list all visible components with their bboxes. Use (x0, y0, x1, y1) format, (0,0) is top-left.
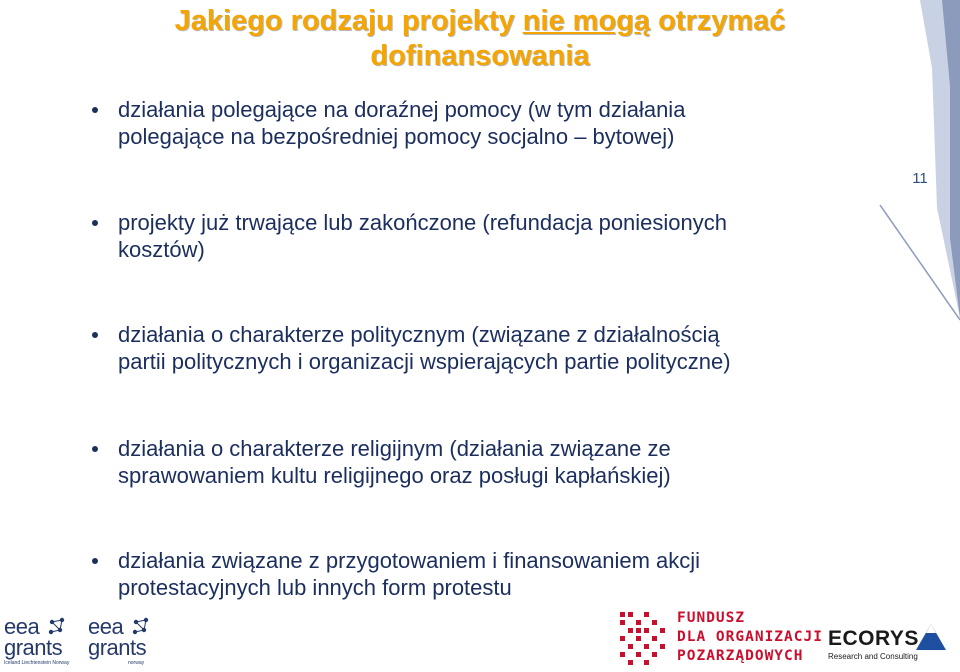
norway-logo-line-1: eea (88, 614, 124, 639)
bullet-line: kosztów) (118, 237, 205, 262)
eea-grants-logo (4, 616, 69, 666)
eea-logo-line-1: eea (4, 614, 40, 639)
fundusz-line-1: FUNDUSZ (677, 610, 746, 626)
page-number: 11 (912, 170, 928, 187)
norway-grants-emblem-icon (130, 616, 152, 636)
bullet-line: polegające na bezpośredniej pomocy socjalno – bytowej) (118, 124, 675, 149)
bullet-line: sprawowaniem kultu religijnego oraz posługi kapłańskiej) (118, 463, 671, 488)
eea-grants-emblem-icon (46, 616, 68, 636)
bullet-dot-icon (92, 558, 98, 564)
bullet-dot-icon (92, 332, 98, 338)
norway-logo-sub: norway (128, 660, 145, 666)
fundusz-logo (677, 609, 823, 666)
bullet-dot-icon (92, 107, 98, 113)
bullet-line: działania o charakterze politycznym (związane z działalnością (118, 322, 720, 347)
ecorys-mountain-icon (914, 622, 948, 652)
bullet-line: protestacyjnych lub innych form protestu (118, 575, 512, 600)
bullet-line: działania związane z przygotowaniem i finansowaniem akcji (118, 548, 701, 573)
title-part-2: otrzymać (650, 5, 786, 37)
ecorys-name: ECORYS (828, 627, 919, 650)
title-line-2: dofinansowania (370, 40, 590, 72)
title-part-1: Jakiego rodzaju projekty (174, 5, 523, 37)
slide-title (80, 4, 880, 74)
bullet-line: projekty już trwające lub zakończone (refundacja poniesionych (118, 210, 728, 235)
bullet-line: działania polegające na doraźnej pomocy (w tym działania (118, 97, 686, 122)
ecorys-tagline: Research and Consulting (828, 652, 918, 661)
bullet-line: działania o charakterze religijnym (działania związane ze (118, 436, 671, 461)
eea-logo-line-2: grants (4, 635, 63, 660)
norway-grants-logo (88, 616, 146, 666)
fundusz-line-2: DLA ORGANIZACJI (677, 629, 823, 645)
eea-logo-sub: Iceland Liechtenstein Norway (4, 660, 70, 666)
bullet-dot-icon (92, 446, 98, 452)
norway-logo-line-2: grants (88, 635, 147, 660)
title-line-1 (80, 4, 880, 39)
title-underlined: nie mogą (522, 5, 651, 37)
bullet-line: partii politycznych i organizacji wspierających partie polityczne) (118, 349, 731, 374)
ecorys-logo (828, 627, 919, 661)
fundusz-dots-icon (618, 610, 666, 668)
fundusz-line-3: POZARZĄDOWYCH (677, 648, 804, 664)
bullet-dot-icon (92, 220, 98, 226)
